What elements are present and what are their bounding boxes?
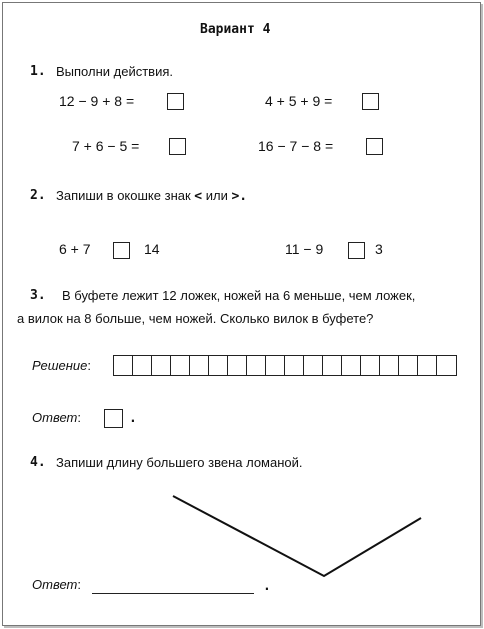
task1-expression-3: 7 + 6 − 5 = <box>72 138 140 154</box>
task3-number: 3. <box>30 288 46 303</box>
task4-text: Запиши длину большего звена ломаной. <box>56 455 303 470</box>
greater-sign: >. <box>231 189 248 204</box>
answer-label-4-text: Ответ <box>32 577 78 592</box>
task4-number: 4. <box>30 455 46 470</box>
task1-expression-2: 4 + 5 + 9 = <box>265 93 333 109</box>
answer-line-4[interactable] <box>92 593 254 594</box>
compare-right-1: 14 <box>144 241 160 257</box>
task1-expression-1: 12 − 9 + 8 = <box>59 93 135 109</box>
less-sign: < <box>194 189 203 204</box>
solution-label-text: Решение <box>32 358 88 373</box>
compare-left-1: 6 + 7 <box>59 241 91 257</box>
answer-colon-3: : <box>77 410 81 425</box>
worksheet-title: Вариант 4 <box>200 22 271 37</box>
task1-text: Выполни действия. <box>56 64 173 79</box>
task2-text-or: или <box>205 188 228 203</box>
answer-period-3: . <box>129 411 137 426</box>
solution-colon: : <box>87 358 92 373</box>
task3-line1: В буфете лежит 12 ложек, ножей на 6 меньше, чем ложек, <box>62 288 416 303</box>
answer-label-3-text: Ответ <box>32 410 78 425</box>
answer-period-4: . <box>263 579 271 594</box>
compare-right-2: 3 <box>375 241 383 257</box>
answer-label-4 <box>32 577 81 592</box>
task2-number: 2. <box>30 188 46 203</box>
compare-left-2: 11 − 9 <box>285 241 324 257</box>
answer-colon-4: : <box>77 577 81 592</box>
task2-text-before: Запиши в окошке знак <box>56 188 191 203</box>
task1-expression-4: 16 − 7 − 8 = <box>258 138 334 154</box>
task3-line2: а вилок на 8 больше, чем ножей. Сколько вилок в буфете? <box>17 311 374 326</box>
polyline <box>173 496 421 576</box>
task1-number: 1. <box>30 64 46 79</box>
